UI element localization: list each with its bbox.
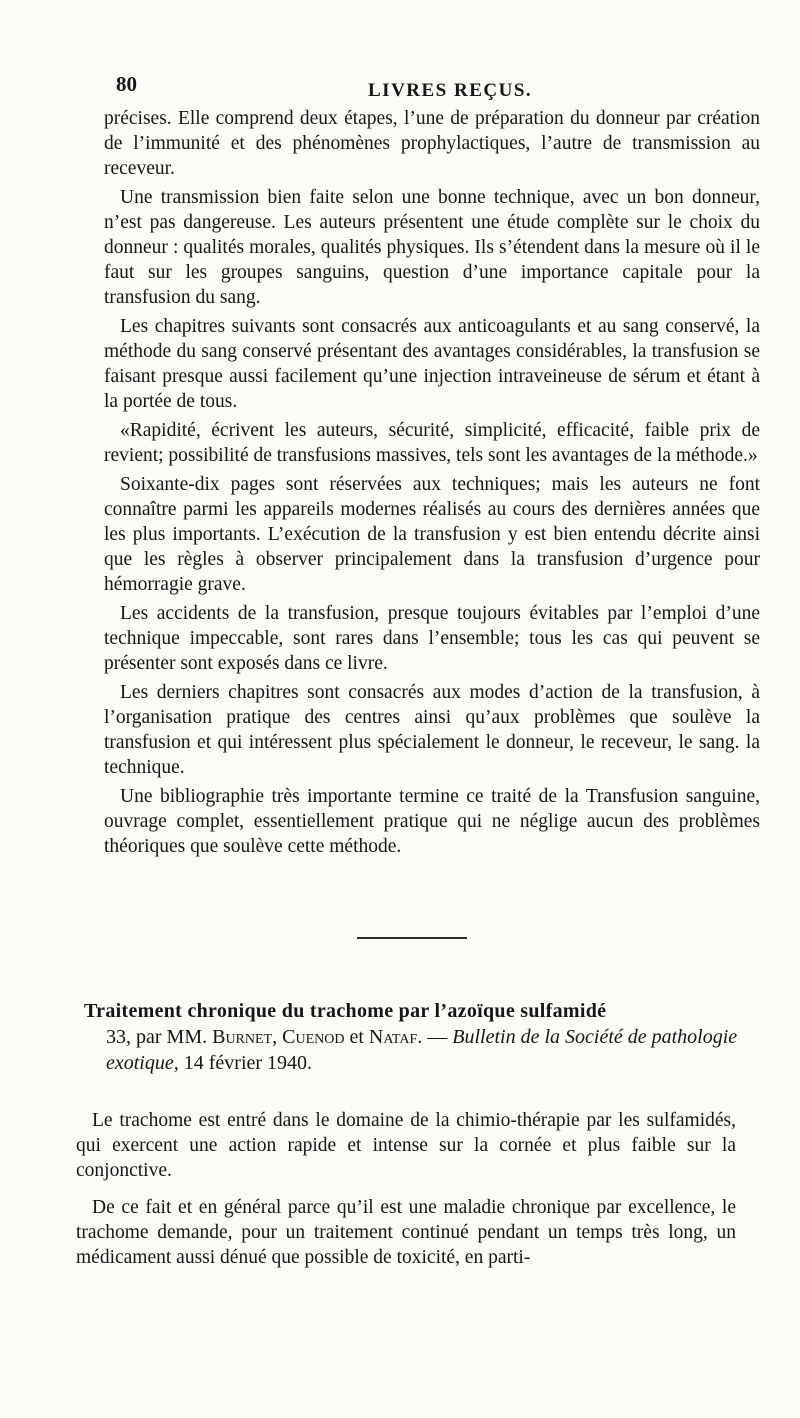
author: Nataf.: [368, 1026, 423, 1048]
paragraph: De ce fait et en général parce qu’il est une maladie chronique par excellence, le trachome demande, pour un traitement continué pendant un temps très long, un médicament aussi dénué que possible de toxicité, en parti-: [76, 1197, 736, 1268]
review-1-body: [104, 106, 760, 859]
journal-name: Bulletin de la Société de pathologie exotique,: [106, 1026, 738, 1074]
paragraph: Les accidents de la transfusion, presque toujours évitables par l’emploi d’une technique impeccable, sont rares dans l’ensemble; tous les cas qui peuvent se présenter sont exposés dans ce livre.: [104, 603, 760, 674]
publication-date: 14 février 1940.: [183, 1052, 313, 1074]
running-head: LIVRES REÇUS.: [368, 80, 533, 101]
paragraph: Les derniers chapitres sont consacrés aux modes d’action de la transfusion, à l’organisation pratique des centres ainsi qu’aux problèmes que soulève la transfusion et qui intéressent plus spécialement le donneur, le receveur, le sang. la technique.: [104, 682, 760, 778]
page-number: 80: [116, 72, 137, 96]
paragraph: «Rapidité, écrivent les auteurs, sécurité, simplicité, efficacité, faible prix de revient; possibilité de transfusions massives, tels sont les avantages de la méthode.»: [104, 420, 760, 466]
review-2-citation: 33, par MM. Burnet, Cuenod et Nataf. — Bulletin de la Société de pathologie exotique, 14 février 1940.: [106, 1026, 738, 1074]
author: Burnet: [212, 1026, 273, 1048]
section-divider: [357, 937, 467, 939]
paragraph: Soixante-dix pages sont réservées aux techniques; mais les auteurs ne font connaître parmi les appareils modernes réalisés au cours des dernières années que les plus importants. L’exécution de la transfusion y est bien entendu décrite ainsi que les règles à observer principalement dans la transfusion d’urgence pour hémorragie grave.: [104, 474, 760, 595]
review-2-body: [76, 1108, 736, 1270]
author-separator: et: [349, 1026, 364, 1048]
paragraph: précises. Elle comprend deux étapes, l’une de préparation du donneur par création de l’immunité et des phénomènes prophylactiques, l’autre de transmission au receveur.: [104, 108, 760, 179]
title-number: 33, par MM.: [106, 1026, 208, 1048]
review-2-heading: [84, 998, 744, 1076]
dash: —: [427, 1026, 448, 1048]
paragraph: Les chapitres suivants sont consacrés aux anticoagulants et au sang conservé, la méthode du sang conservé présentant des avantages considérables, la transfusion se faisant presque aussi facilement qu’une injection intraveineuse de sérum et étant à la portée de tous.: [104, 316, 760, 412]
paragraph: Une bibliographie très importante termine ce traité de la Transfusion sanguine, ouvrage complet, essentiellement pratique qui ne néglige aucun des problèmes théoriques que soulève cette méthode.: [104, 786, 760, 857]
author: Cuenod: [282, 1026, 345, 1048]
paragraph: Le trachome est entré dans le domaine de la chimio-thérapie par les sulfamidés, qui exercent une action rapide et intense sur la cornée et plus faible sur la conjonctive.: [76, 1110, 736, 1181]
paragraph: Une transmission bien faite selon une bonne technique, avec un bon donneur, n’est pas dangereuse. Les auteurs présentent une étude complète sur le choix du donneur : qualités morales, qualités physiques. Ils s’étendent dans la mesure où il le faut sur les groupes sanguins, question d’une importance capitale pour la transfusion du sang.: [104, 187, 760, 308]
review-2-title: Traitement chronique du trachome par l’azoïque sulfamidé: [84, 1000, 607, 1022]
